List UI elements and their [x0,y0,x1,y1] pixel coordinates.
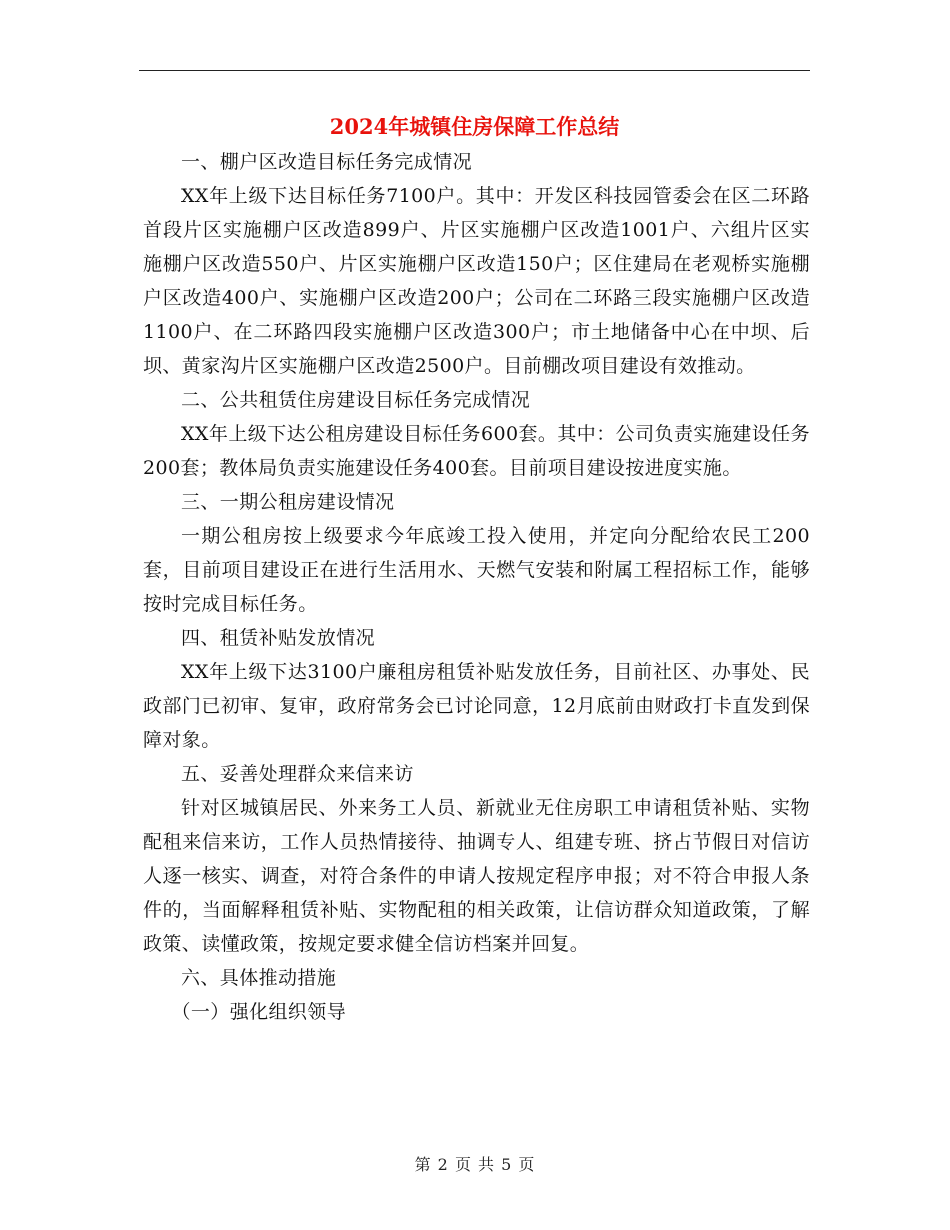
page-number-footer: 第 2 页 共 5 页 [414,1155,536,1174]
document-title: 2024年城镇住房保障工作总结 [329,114,620,139]
section-paragraph-5: 针对区城镇居民、外来务工人员、新就业无住房职工申请租赁补贴、实物配租来信来访，工作人员热情接待、抽调专人、组建专班、挤占节假日对信访人逐一核实、调查，对符合条件的申请人按规定程序申报；对不符合申报人条件的，当面解释租赁补贴、实物配租的相关政策，让信访群众知道政策，了解政策、读懂政策，按规定要求健全信访档案并回复。 [143,797,810,955]
section-heading-2: 二、公共租赁住房建设目标任务完成情况 [181,389,531,411]
section-heading-6: 六、具体推动措施 [181,967,337,989]
section-heading-3: 三、一期公租房建设情况 [181,491,395,513]
section-paragraph-2: XX年上级下达公租房建设目标任务600套。其中：公司负责实施建设任务200套；教体局负责实施建设任务400套。目前项目建设按进度实施。 [143,423,810,479]
header-rule [139,70,810,71]
section-heading-4: 四、租赁补贴发放情况 [181,627,376,649]
section-paragraph-1: XX年上级下达目标任务7100户。其中：开发区科技园管委会在区二环路首段片区实施棚户区改造899户、片区实施棚户区改造1001户、六组片区实施棚户区改造550户、片区实施棚户区改造150户；区住建局在老观桥实施棚户区改造400户、实施棚户区改造200户；公司在二环路三段实施棚户区改造1100户、在二环路四段实施棚户区改造300户；市土地储备中心在中坝、后坝、黄家沟片区实施棚户区改造2500户。目前棚改项目建设有效推动。 [143,185,810,377]
document-body [143,145,810,1029]
section-paragraph-3: 一期公租房按上级要求今年底竣工投入使用，并定向分配给农民工200套，目前项目建设正在进行生活用水、天燃气安装和附属工程招标工作，能够按时完成目标任务。 [143,525,810,615]
section-heading-1: 一、棚户区改造目标任务完成情况 [181,151,473,173]
section-heading-5: 五、妥善处理群众来信来访 [181,763,414,785]
section-paragraph-4: XX年上级下达3100户廉租房租赁补贴发放任务，目前社区、办事处、民政部门已初审、复审，政府常务会已讨论同意，12月底前由财政打卡直发到保障对象。 [143,661,810,751]
subsection-heading: （一）强化组织领导 [171,1001,347,1023]
